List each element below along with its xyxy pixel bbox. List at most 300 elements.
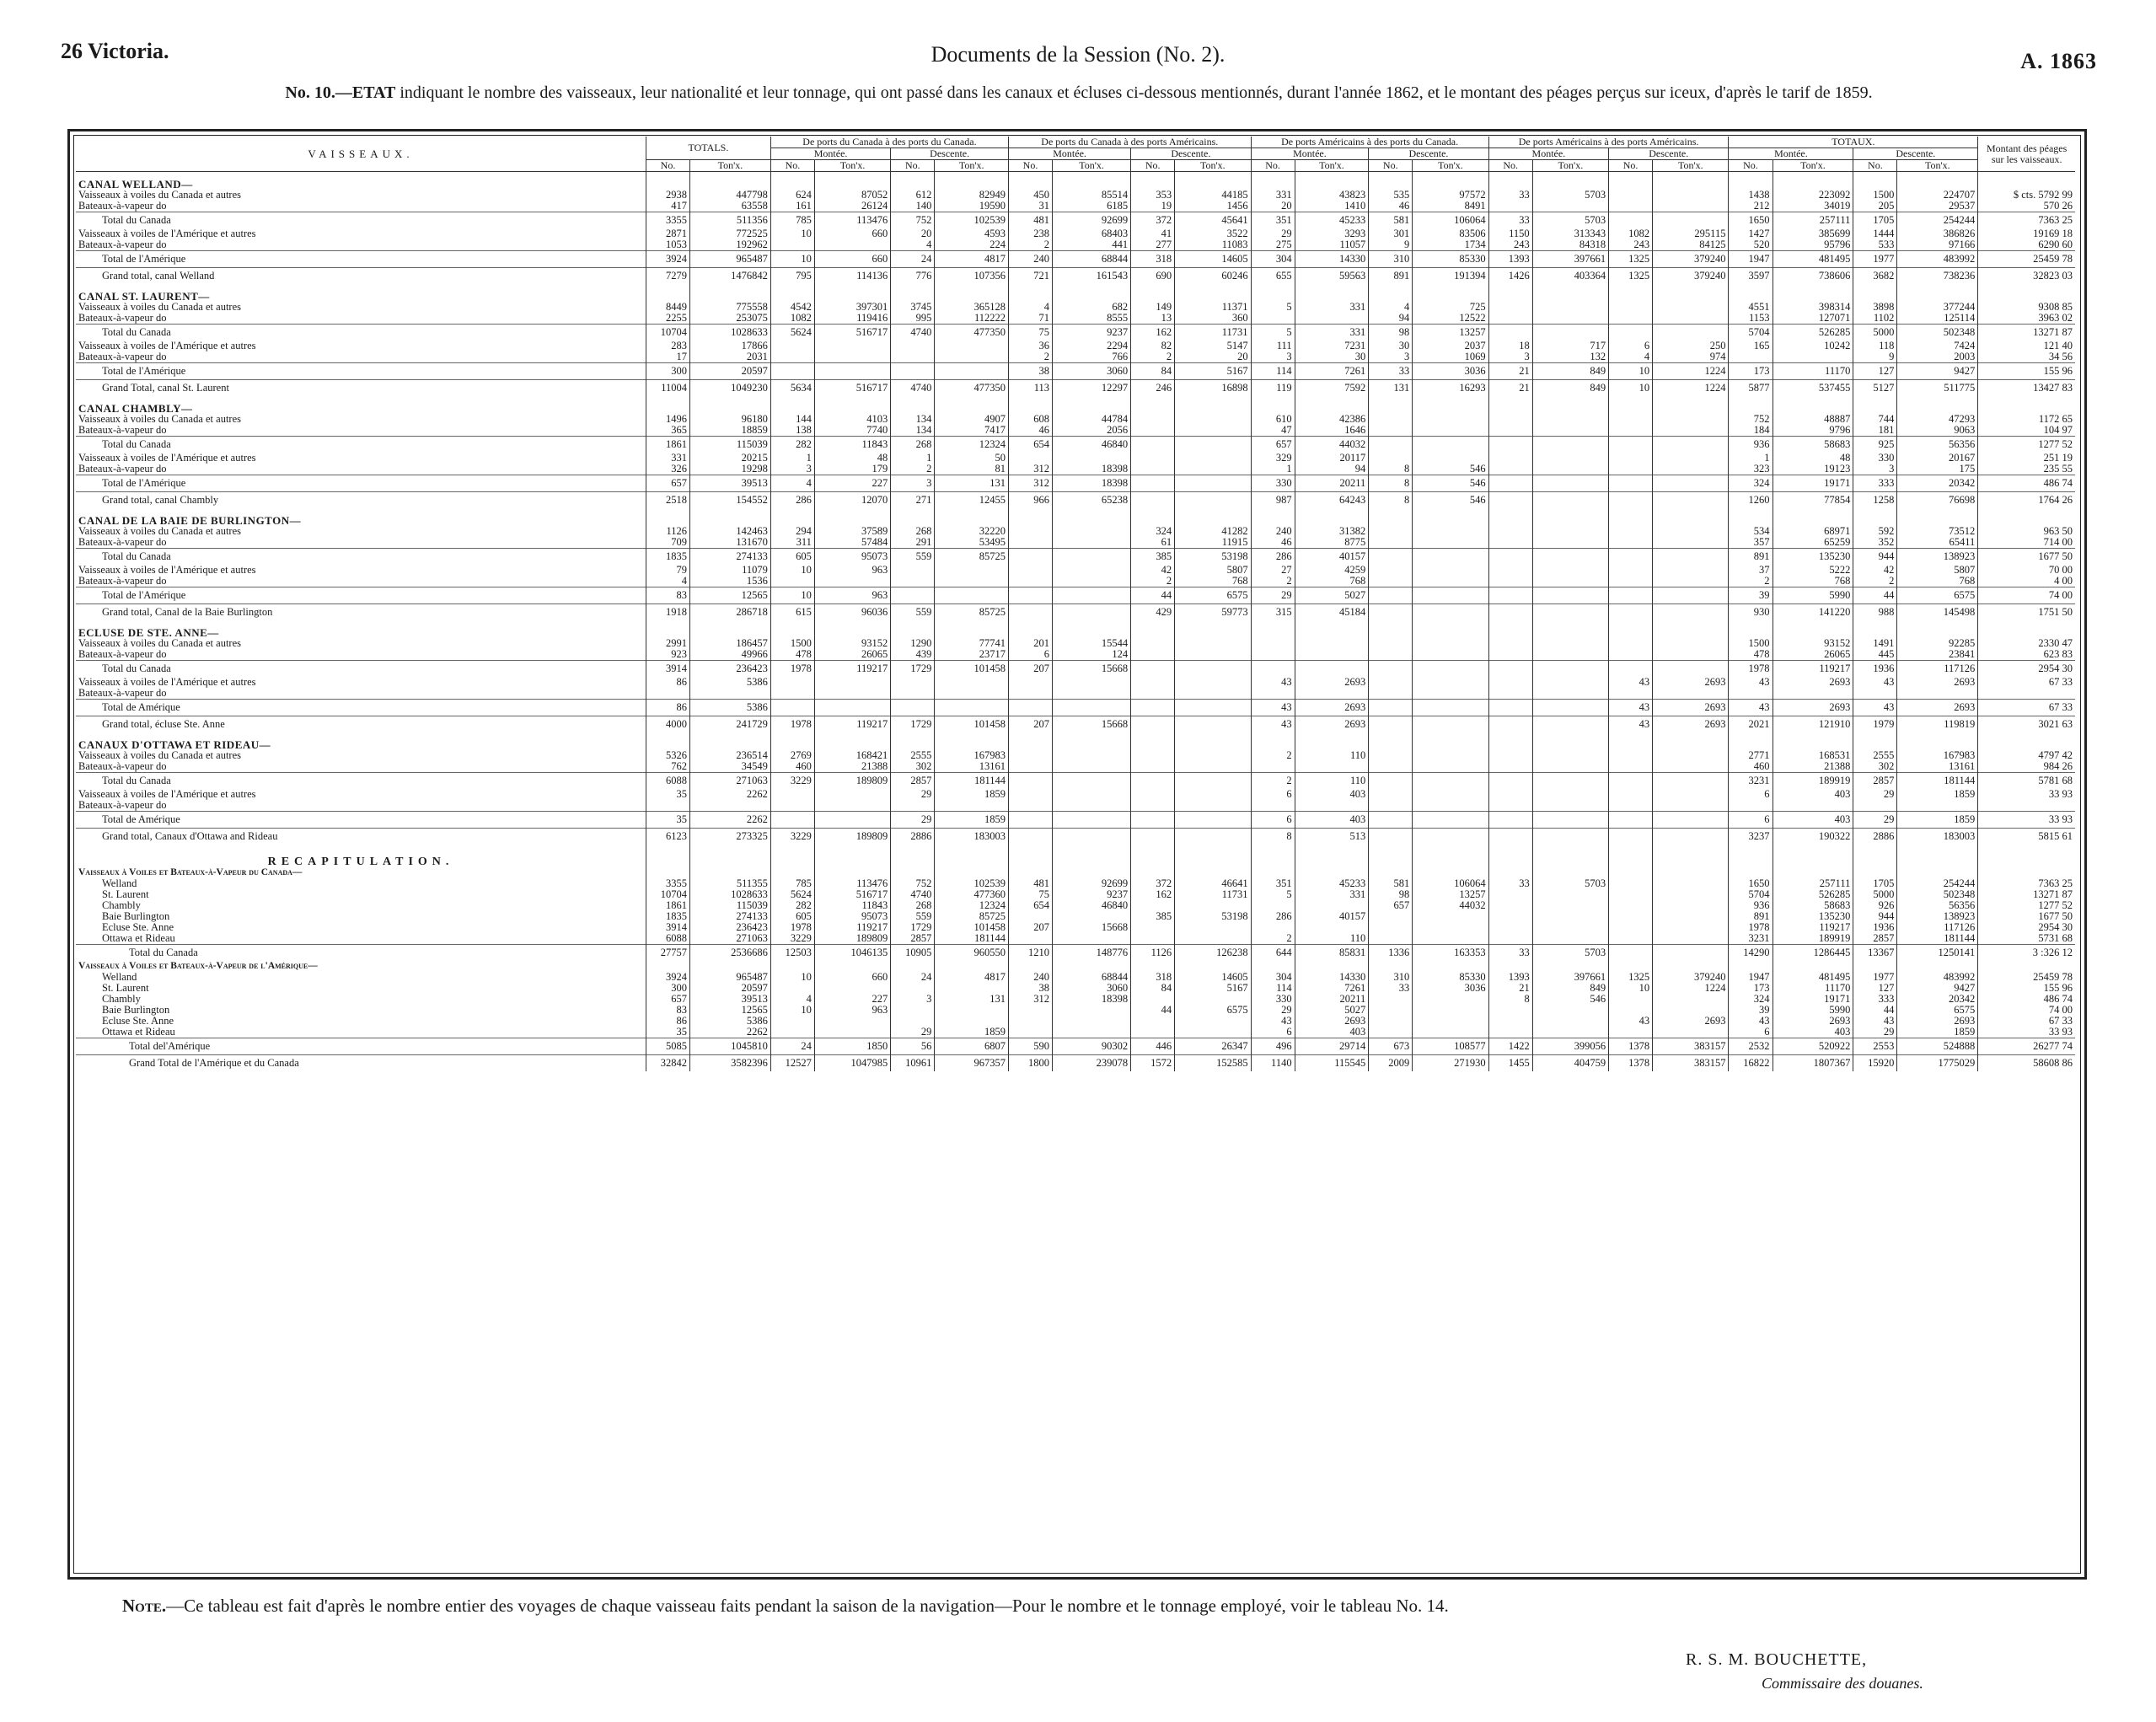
table-cell xyxy=(1369,526,1413,537)
table-cell: 1260 xyxy=(1729,492,1773,509)
table-cell: 104 97 xyxy=(1978,425,2075,437)
table-cell: 37 xyxy=(1729,565,1773,576)
table-cell: 96036 xyxy=(814,604,890,621)
table-cell: 546 xyxy=(1413,464,1488,475)
table-cell: 224 xyxy=(935,239,1009,251)
table-cell: 101458 xyxy=(935,661,1009,678)
table-cell: 282 xyxy=(770,900,814,911)
table-cell: 68844 xyxy=(1053,251,1131,268)
table-cell: 94 xyxy=(1369,313,1413,325)
col-ton: Ton'x. xyxy=(935,160,1009,172)
table-cell: 257111 xyxy=(1773,212,1853,229)
table-cell: 135230 xyxy=(1773,911,1853,922)
table-cell: 5 xyxy=(1251,325,1295,341)
footnote-lead: Note. xyxy=(122,1596,167,1616)
table-cell: 60246 xyxy=(1175,268,1251,285)
table-cell: 15920 xyxy=(1853,1055,1897,1072)
table-cell: 2003 xyxy=(1897,351,1978,363)
table-cell xyxy=(1369,425,1413,437)
table-cell xyxy=(814,1027,890,1038)
table-cell xyxy=(1609,994,1653,1005)
table-cell: 3924 xyxy=(646,972,689,983)
table-cell: 441 xyxy=(1053,239,1131,251)
table-cell: 26277 74 xyxy=(1978,1038,2075,1055)
signature-name: R. S. M. BOUCHETTE, xyxy=(1686,1650,1868,1669)
table-cell xyxy=(1653,789,1729,800)
table-cell: 5386 xyxy=(690,700,771,716)
table-cell: 331 xyxy=(1295,325,1369,341)
section-title-label: CANAUX D'OTTAWA ET RIDEAU— xyxy=(78,738,271,750)
row-label xyxy=(76,212,646,229)
table-cell: 162 xyxy=(1131,325,1175,341)
table-cell: 752 xyxy=(891,212,935,229)
row-label xyxy=(76,414,646,425)
table-cell xyxy=(1009,565,1053,576)
table-cell xyxy=(1653,313,1729,325)
col-ton: Ton'x. xyxy=(1053,160,1131,172)
table-cell: 1977 xyxy=(1853,251,1897,268)
table-cell: 167983 xyxy=(935,750,1009,761)
table-cell xyxy=(1175,414,1251,425)
table-cell: 2886 xyxy=(1853,829,1897,845)
table-cell xyxy=(1413,587,1488,604)
table-cell xyxy=(1369,761,1413,773)
table-row xyxy=(76,750,2075,761)
table-cell: 1082 xyxy=(770,313,814,325)
table-cell xyxy=(1053,1005,1131,1016)
row-label xyxy=(76,677,646,688)
table-cell xyxy=(1609,800,1653,812)
table-cell: 20 xyxy=(891,228,935,239)
row-label-text: Ottawa et Rideau xyxy=(102,933,175,944)
row-label-text: Bateaux-à-vapeur do xyxy=(78,464,167,475)
table-cell: 10 xyxy=(1609,983,1653,994)
col-no: No. xyxy=(1369,160,1413,172)
table-cell: 1918 xyxy=(646,604,689,621)
table-cell: 2693 xyxy=(1653,677,1729,688)
table-cell: 47293 xyxy=(1897,414,1978,425)
table-cell: 624 xyxy=(770,190,814,201)
table-cell xyxy=(1532,661,1608,678)
table-cell xyxy=(1653,475,1729,492)
table-cell xyxy=(1488,1016,1532,1027)
table-cell: 323 xyxy=(1729,464,1773,475)
table-cell: 1500 xyxy=(770,638,814,649)
table-cell xyxy=(814,341,890,351)
table-cell: 53198 xyxy=(1175,549,1251,566)
table-cell: 17 xyxy=(646,351,689,363)
table-cell xyxy=(1532,700,1608,716)
table-cell xyxy=(1653,565,1729,576)
table-cell: 134 xyxy=(891,425,935,437)
table-cell xyxy=(814,351,890,363)
table-cell: 386826 xyxy=(1897,228,1978,239)
table-cell: 1172 65 xyxy=(1978,414,2075,425)
table-cell: 33 93 xyxy=(1978,789,2075,800)
col-descente: Descente. xyxy=(1131,148,1251,160)
table-cell: 44 xyxy=(1853,587,1897,604)
table-cell: 131 xyxy=(1369,380,1413,397)
table-cell: 1646 xyxy=(1295,425,1369,437)
table-cell: 6 xyxy=(1729,789,1773,800)
table-cell: 132 xyxy=(1532,351,1608,363)
table-cell xyxy=(1009,549,1053,566)
table-cell: 42 xyxy=(1853,565,1897,576)
table-cell: 95073 xyxy=(814,911,890,922)
table-cell xyxy=(1532,649,1608,661)
table-cell: 5703 xyxy=(1532,212,1608,229)
table-cell xyxy=(1532,789,1608,800)
table-cell xyxy=(1609,313,1653,325)
table-cell xyxy=(1131,464,1175,475)
table-cell xyxy=(1369,911,1413,922)
table-cell: 559 xyxy=(891,911,935,922)
table-cell: 526285 xyxy=(1773,325,1853,341)
table-cell: 286 xyxy=(1251,911,1295,922)
table-cell: 26347 xyxy=(1175,1038,1251,1055)
row-label-text: Grand total, canal Chambly xyxy=(102,494,219,506)
table-cell xyxy=(770,363,814,380)
table-row xyxy=(76,325,2075,341)
row-label-text: Ecluse Ste. Anne xyxy=(102,1016,174,1027)
table-cell: 11843 xyxy=(814,900,890,911)
table-cell: 21388 xyxy=(1773,761,1853,773)
table-cell: 352 xyxy=(1853,537,1897,549)
table-cell xyxy=(1609,565,1653,576)
row-label xyxy=(76,313,646,325)
table-cell xyxy=(1488,677,1532,688)
table-cell xyxy=(1009,789,1053,800)
table-cell: 795 xyxy=(770,268,814,285)
table-cell: 4000 xyxy=(646,716,689,733)
table-cell xyxy=(1653,649,1729,661)
row-label xyxy=(76,526,646,537)
table-cell: 42 xyxy=(1131,565,1175,576)
table-cell xyxy=(1053,812,1131,829)
table-cell: 273325 xyxy=(690,829,771,845)
table-cell: 1734 xyxy=(1413,239,1488,251)
page-header-left: 26 Victoria. xyxy=(61,39,169,63)
table-cell: 8491 xyxy=(1413,201,1488,212)
table-cell: 1 xyxy=(891,453,935,464)
table-cell xyxy=(1131,922,1175,933)
table-cell: 12522 xyxy=(1413,313,1488,325)
table-cell: 18398 xyxy=(1053,475,1131,492)
table-cell: 7363 25 xyxy=(1978,878,2075,889)
table-cell: 101458 xyxy=(935,716,1009,733)
table-cell: 43 xyxy=(1729,1016,1773,1027)
table-cell: 12565 xyxy=(690,587,771,604)
table-cell xyxy=(1653,587,1729,604)
table-cell: 43 xyxy=(1609,1016,1653,1027)
table-cell: 114136 xyxy=(814,268,890,285)
table-cell xyxy=(1653,325,1729,341)
table-row xyxy=(76,190,2075,201)
row-label xyxy=(76,268,646,285)
table-cell: 25459 78 xyxy=(1978,251,2075,268)
table-cell xyxy=(1609,549,1653,566)
table-cell: 9237 xyxy=(1053,889,1131,900)
table-row xyxy=(76,587,2075,604)
table-cell xyxy=(1413,1016,1488,1027)
row-label xyxy=(76,587,646,604)
table-cell xyxy=(1488,750,1532,761)
table-cell: 45233 xyxy=(1295,878,1369,889)
table-cell: 546 xyxy=(1413,492,1488,509)
table-row xyxy=(76,453,2075,464)
table-cell xyxy=(1653,453,1729,464)
table-cell: 148776 xyxy=(1053,945,1131,962)
table-cell: 92699 xyxy=(1053,878,1131,889)
table-cell: 333 xyxy=(1853,994,1897,1005)
table-cell: 13161 xyxy=(1897,761,1978,773)
table-cell: 2262 xyxy=(690,1027,771,1038)
table-cell xyxy=(1609,587,1653,604)
table-cell xyxy=(1175,1016,1251,1027)
table-cell: 138923 xyxy=(1897,911,1978,922)
table-cell xyxy=(1609,649,1653,661)
table-cell: 11915 xyxy=(1175,537,1251,549)
table-cell xyxy=(1532,453,1608,464)
table-cell xyxy=(1413,789,1488,800)
table-cell: 29 xyxy=(1251,587,1295,604)
table-cell: 403364 xyxy=(1532,268,1608,285)
table-cell: 85831 xyxy=(1295,945,1369,962)
table-cell: 2938 xyxy=(646,190,689,201)
table-cell xyxy=(1131,649,1175,661)
table-cell: 8 xyxy=(1488,994,1532,1005)
table-cell: 785 xyxy=(770,878,814,889)
table-cell: 752 xyxy=(1729,414,1773,425)
table-cell: 4542 xyxy=(770,302,814,313)
row-label xyxy=(76,1027,646,1038)
row-label-text: Vaisseaux à voiles de l'Amérique et autres xyxy=(78,341,256,351)
table-cell: 83 xyxy=(646,587,689,604)
table-cell xyxy=(1609,661,1653,678)
table-cell xyxy=(646,800,689,812)
table-number: No. 10.—ETAT xyxy=(285,83,396,102)
table-cell: 10 xyxy=(770,1005,814,1016)
table-cell: 300 xyxy=(646,363,689,380)
table-cell xyxy=(1413,604,1488,621)
table-cell: 3 xyxy=(1251,351,1295,363)
row-label-text: Total du Canada xyxy=(102,663,171,674)
table-cell: 312 xyxy=(1009,994,1053,1005)
table-row xyxy=(76,983,2075,994)
table-cell: 6123 xyxy=(646,829,689,845)
table-cell: 40157 xyxy=(1295,911,1369,922)
table-cell xyxy=(1413,425,1488,437)
row-label xyxy=(76,789,646,800)
table-cell: 1140 xyxy=(1251,1055,1295,1072)
table-cell: 13257 xyxy=(1413,889,1488,900)
table-cell: 383157 xyxy=(1653,1038,1729,1055)
row-label-text: Total du Canada xyxy=(102,214,171,226)
table-cell: 240 xyxy=(1009,251,1053,268)
table-cell xyxy=(1488,437,1532,453)
row-label-text: Vaisseaux à voiles de l'Amérique et autres xyxy=(78,789,256,800)
table-cell: 189919 xyxy=(1773,773,1853,790)
table-cell xyxy=(770,341,814,351)
table-cell: 581 xyxy=(1369,212,1413,229)
table-cell: 891 xyxy=(1729,911,1773,922)
table-row xyxy=(76,576,2075,587)
table-cell: 38 xyxy=(1009,363,1053,380)
col-ton: Ton'x. xyxy=(1653,160,1729,172)
table-cell: 77854 xyxy=(1773,492,1853,509)
table-cell xyxy=(1609,789,1653,800)
table-cell: 26124 xyxy=(814,201,890,212)
col-group-amerique-canada: De ports Américains à des ports du Canada. xyxy=(1251,137,1488,148)
table-cell: 181144 xyxy=(935,933,1009,945)
table-cell: 2021 xyxy=(1729,716,1773,733)
table-cell xyxy=(1295,761,1369,773)
table-cell: 5703 xyxy=(1532,878,1608,889)
table-cell xyxy=(1295,313,1369,325)
table-cell: 95073 xyxy=(814,549,890,566)
table-cell: 6575 xyxy=(1897,1005,1978,1016)
table-cell: 5704 xyxy=(1729,325,1773,341)
table-cell: 119217 xyxy=(1773,661,1853,678)
table-cell: 936 xyxy=(1729,900,1773,911)
row-label-text: Bateaux-à-vapeur do xyxy=(78,649,167,660)
table-cell xyxy=(1175,492,1251,509)
table-cell xyxy=(1413,549,1488,566)
table-cell xyxy=(1653,638,1729,649)
table-cell: 3355 xyxy=(646,212,689,229)
table-cell xyxy=(1369,1016,1413,1027)
table-cell: 46840 xyxy=(1053,900,1131,911)
table-cell: 19 xyxy=(1131,201,1175,212)
row-label xyxy=(76,537,646,549)
table-cell: 654 xyxy=(1009,437,1053,453)
table-cell: 35 xyxy=(646,789,689,800)
table-cell: 24 xyxy=(891,251,935,268)
table-cell xyxy=(1131,750,1175,761)
table-row xyxy=(76,475,2075,492)
table-cell: 207 xyxy=(1009,716,1053,733)
table-cell: 403 xyxy=(1295,1027,1369,1038)
table-cell: 1936 xyxy=(1853,661,1897,678)
table-cell xyxy=(1773,688,1853,700)
table-cell xyxy=(1053,933,1131,945)
table-cell: 849 xyxy=(1532,983,1608,994)
table-cell: 37589 xyxy=(814,526,890,537)
table-cell: 268 xyxy=(891,526,935,537)
table-cell: 1491 xyxy=(1853,638,1897,649)
table-cell xyxy=(1175,933,1251,945)
table-cell: 3 xyxy=(1853,464,1897,475)
signature-title: Commissaire des douanes. xyxy=(1762,1675,1923,1692)
table-row xyxy=(76,363,2075,380)
table-cell: 110 xyxy=(1295,750,1369,761)
table-cell: 1677 50 xyxy=(1978,911,2075,922)
table-cell: 119 xyxy=(1251,380,1295,397)
table-cell xyxy=(1175,789,1251,800)
row-label xyxy=(76,1016,646,1027)
table-cell: 925 xyxy=(1853,437,1897,453)
table-cell: 2 xyxy=(1251,773,1295,790)
table-cell: 5781 68 xyxy=(1978,773,2075,790)
table-cell: 32842 xyxy=(646,1055,689,1072)
table-cell xyxy=(770,812,814,829)
table-cell: 365128 xyxy=(935,302,1009,313)
row-label xyxy=(76,922,646,933)
row-label-text: Bateaux-à-vapeur do xyxy=(78,239,167,250)
table-cell: 657 xyxy=(646,475,689,492)
table-cell: 2536686 xyxy=(690,945,771,962)
table-cell xyxy=(1653,750,1729,761)
table-cell xyxy=(1295,800,1369,812)
table-cell: 570 26 xyxy=(1978,201,2075,212)
table-cell: 13427 83 xyxy=(1978,380,2075,397)
table-cell xyxy=(1488,761,1532,773)
table-cell xyxy=(1053,1016,1131,1027)
table-cell xyxy=(1131,933,1175,945)
table-cell: 9796 xyxy=(1773,425,1853,437)
table-cell: 1456 xyxy=(1175,201,1251,212)
table-cell: 403 xyxy=(1295,812,1369,829)
row-label-text: Grand Total de l'Amérique et du Canada xyxy=(129,1057,299,1069)
col-no: No. xyxy=(1609,160,1653,172)
table-cell: 3021 63 xyxy=(1978,716,2075,733)
table-cell: 236423 xyxy=(690,661,771,678)
table-cell: 84318 xyxy=(1532,239,1608,251)
table-cell xyxy=(1175,661,1251,678)
table-cell: 56356 xyxy=(1897,900,1978,911)
table-cell xyxy=(1488,829,1532,845)
table-cell: 1150 xyxy=(1488,228,1532,239)
table-cell: 502348 xyxy=(1897,889,1978,900)
row-label-text: Total de l'Amérique xyxy=(102,589,186,601)
table-cell: 1325 xyxy=(1609,268,1653,285)
table-cell: 5386 xyxy=(690,1016,771,1027)
table-cell: 20 xyxy=(1251,201,1295,212)
table-cell: 79 xyxy=(646,565,689,576)
table-cell xyxy=(1653,425,1729,437)
row-label-text: Total de l'Amérique xyxy=(102,253,186,265)
table-row xyxy=(76,649,2075,661)
table-cell: 21 xyxy=(1488,983,1532,994)
table-cell: 207 xyxy=(1009,661,1053,678)
table-cell: 189919 xyxy=(1773,933,1853,945)
table-cell: 201 xyxy=(1009,638,1053,649)
table-cell: 7363 25 xyxy=(1978,212,2075,229)
table-cell: 5877 xyxy=(1729,380,1773,397)
table-cell xyxy=(1853,688,1897,700)
table-cell xyxy=(1053,526,1131,537)
table-cell: 227 xyxy=(814,475,890,492)
table-cell xyxy=(891,1005,935,1016)
table-cell: 772525 xyxy=(690,228,771,239)
row-label-text: Total del'Amérique xyxy=(129,1040,211,1052)
table-cell: 10961 xyxy=(891,1055,935,1072)
table-cell: 240 xyxy=(1251,526,1295,537)
table-cell: 6 xyxy=(1251,1027,1295,1038)
table-cell: 59773 xyxy=(1175,604,1251,621)
table-cell xyxy=(1369,587,1413,604)
row-label-text: Total du Canada xyxy=(102,550,171,562)
table-cell: 29 xyxy=(1251,228,1295,239)
table-cell xyxy=(1053,761,1131,773)
col-no: No. xyxy=(1009,160,1053,172)
table-cell xyxy=(1175,425,1251,437)
table-cell: 4 xyxy=(891,239,935,251)
table-cell: 2 xyxy=(1131,576,1175,587)
table-cell xyxy=(1653,212,1729,229)
table-cell: 1705 xyxy=(1853,878,1897,889)
table-cell: 2553 xyxy=(1853,1038,1897,1055)
